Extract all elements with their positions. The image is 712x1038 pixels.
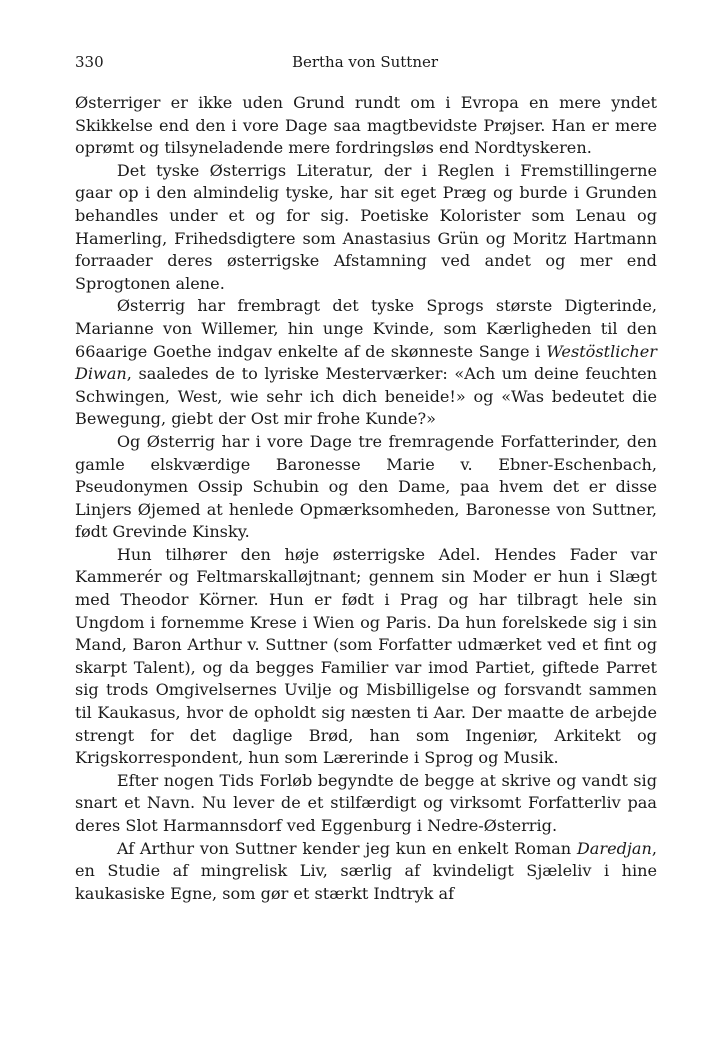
page-number: 330 xyxy=(75,53,104,71)
paragraph-7 xyxy=(75,838,657,906)
paragraph-text: Østerrig har frembragt det tyske Sprogs største Digterinde, Marianne von Willemer, hin unge Kvinde, som Kærligheden til den 66aarige Goethe indgav enkelte af de skønneste Sange i xyxy=(75,296,657,361)
paragraph-2 xyxy=(75,160,657,296)
paragraph-text: Østerriger er ikke uden Grund rundt om i Evropa en mere yndet Skikkelse end den i vore Dage saa magtbevidste Prøjser. Han er mere oprømt og tilsyneladende mere fordringsløs end Nordtyskeren. xyxy=(75,93,657,158)
paragraph-text: Hun tilhører den høje østerrigske Adel. Hendes Fader var Kammerér og Feltmarskalløjtnant; gennem sin Moder er hun i Slægt med Theodor Körner. Hun er født i Prag og har tilbragt hele sin Ungdom i fornemme Krese i Wien og Paris. Da hun forelskede sig i sin Mand, Baron Arthur v. Suttner (som Forfatter udmærket ved et fint og skarpt Talent), og da begges Familier var imod Partiet, giftede Parret sig trods Omgivelsernes Uvilje og Misbilligelse og forsvandt sammen til Kaukasus, hvor de opholdt sig næsten ti Aar. Der maatte de arbejde strengt for det daglige Brød, han som Ingeniør, Arkitekt og Krigskorrespondent, hun som Lærerinde i Sprog og Musik. xyxy=(75,544,657,768)
paragraph-text: Det tyske Østerrigs Literatur, der i Reglen i Fremstillingerne gaar op i den almindelig tyske, har sit eget Præg og burde i Grunden behandles under et og for sig. Poetiske Kolorister som Lenau og Hamerling, Frihedsdigtere som Anastasius Grün og Moritz Hartmann forraader deres østerrigske Afstamning ved andet og mer end Sprogtonen alene. xyxy=(75,160,657,293)
paragraph-4 xyxy=(75,431,657,544)
paragraph-text: , saaledes de to lyriske Mesterværker: «Ach um deine feuchten Schwingen, West, wie sehr ich dich beneide!» og «Was bedeutet die Bewegung, giebt der Ost mir frohe Kunde?» xyxy=(75,364,657,429)
body-text xyxy=(75,92,657,905)
paragraph-text: Af Arthur von Suttner kender jeg kun en enkelt Roman xyxy=(116,838,577,858)
paragraph-3 xyxy=(75,295,657,431)
paragraph-5 xyxy=(75,544,657,770)
paragraph-text: Efter nogen Tids Forløb begyndte de begge at skrive og vandt sig snart et Navn. Nu lever de et stilfærdigt og virksomt Forfatterliv paa deres Slot Harmannsdorf ved Eggenburg i Nedre-Østerrig. xyxy=(75,770,657,835)
italic-title: Westöstlicher Diwan xyxy=(75,341,657,384)
paragraph-6 xyxy=(75,770,657,838)
paragraph-text: , en Studie af mingrelisk Liv, særlig af kvindeligt Sjæleliv i hine kaukasiske Egne, som gør et stærkt Indtryk af xyxy=(75,838,657,903)
running-title: Bertha von Suttner xyxy=(291,53,439,71)
paragraph-1 xyxy=(75,92,657,160)
page-header xyxy=(75,50,655,74)
italic-title: Daredjan xyxy=(576,838,652,858)
paragraph-text: Og Østerrig har i vore Dage tre fremragende Forfatterinder, den gamle elskværdige Baronesse Marie v. Ebner-Eschenbach, Pseudonymen Ossip Schubin og den Dame, paa hvem det er disse Linjers Øjemed at henlede Opmærksomheden, Baronesse von Suttner, født Grevinde Kinsky. xyxy=(75,431,657,542)
